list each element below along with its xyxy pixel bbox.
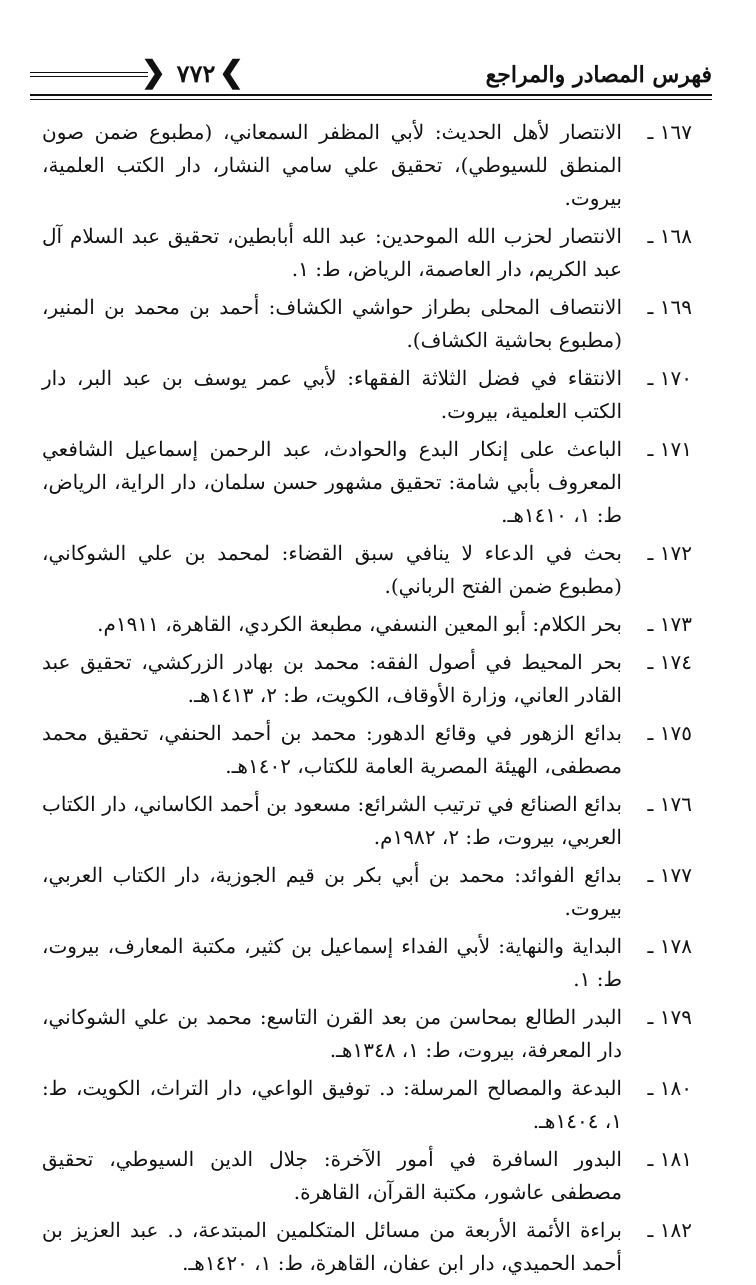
header-rule bbox=[30, 94, 712, 100]
entry-text: البدر الطالع بمحاسن من بعد القرن التاسع: محمد بن علي الشوكاني، دار المعرفة، بيروت، ط: ١، ١٣٤٨هـ. bbox=[42, 1005, 622, 1062]
bibliography-entry bbox=[42, 1001, 692, 1067]
entry-text: بدائع الفوائد: محمد بن أبي بكر بن قيم الجوزية، دار الكتاب العربي، بيروت. bbox=[42, 863, 622, 920]
entry-number: ١٧٥ ـ bbox=[647, 721, 692, 745]
entry-text: البداية والنهاية: لأبي الفداء إسماعيل بن كثير، مكتبة المعارف، بيروت، ط: ١. bbox=[42, 934, 622, 991]
bibliography-entry bbox=[42, 433, 692, 532]
bibliography-entry bbox=[42, 537, 692, 603]
entry-text: الانتصار لأهل الحديث: لأبي المظفر السمعاني، (مطبوع ضمن صون المنطق للسيوطي)، تحقيق علي سامي النشار، دار الكتب العلمية، بيروت. bbox=[42, 120, 622, 210]
entry-text: بدائع الصنائع في ترتيب الشرائع: مسعود بن أحمد الكاساني، دار الكتاب العربي، بيروت، ط: ٢، ١٩٨٢م. bbox=[42, 792, 622, 849]
bibliography-entry bbox=[42, 362, 692, 428]
entry-number: ١٨١ ـ bbox=[647, 1147, 692, 1171]
bibliography-entry bbox=[42, 788, 692, 854]
entry-number: ١٧٧ ـ bbox=[647, 863, 692, 887]
entry-number: ١٧٣ ـ bbox=[647, 612, 692, 636]
page-header bbox=[30, 56, 712, 100]
running-title: فهرس المصادر والمراجع bbox=[485, 62, 712, 88]
entry-text: بحث في الدعاء لا ينافي سبق القضاء: لمحمد بن علي الشوكاني، (مطبوع ضمن الفتح الرباني). bbox=[42, 541, 622, 598]
entry-text: الباعث على إنكار البدع والحوادث، عبد الرحمن إسماعيل الشافعي المعروف بأبي شامة: تحقيق مشهور حسن سلمان، دار الراية، الرياض، ط: ١، ١٤١٠هـ. bbox=[42, 437, 622, 527]
page-number-badge bbox=[140, 55, 244, 90]
entry-number: ١٨٢ ـ bbox=[647, 1218, 692, 1242]
bibliography-entry bbox=[42, 646, 692, 712]
entry-text: بدائع الزهور في وقائع الدهور: محمد بن أحمد الحنفي، تحقيق محمد مصطفى، الهيئة المصرية العامة للكتاب، ١٤٠٢هـ. bbox=[42, 721, 622, 778]
entry-text: الانتقاء في فضل الثلاثة الفقهاء: لأبي عمر يوسف بن عبد البر، دار الكتب العلمية، بيروت. bbox=[42, 366, 622, 423]
entry-number: ١٧٦ ـ bbox=[647, 792, 692, 816]
entry-text: الانتصاف المحلى بطراز حواشي الكشاف: أحمد بن محمد بن المنير، (مطبوع بحاشية الكشاف). bbox=[42, 295, 622, 352]
entry-number: ١٧٩ ـ bbox=[647, 1005, 692, 1029]
entry-number: ١٦٧ ـ bbox=[647, 120, 692, 144]
bibliography-entry bbox=[42, 116, 692, 215]
entry-number: ١٦٨ ـ bbox=[647, 224, 692, 248]
entry-number: ١٧٨ ـ bbox=[647, 934, 692, 958]
entry-number: ١٧٠ ـ bbox=[647, 366, 692, 390]
entry-text: البدور السافرة في أمور الآخرة: جلال الدين السيوطي، تحقيق مصطفى عاشور، مكتبة القرآن، القاهرة. bbox=[42, 1147, 622, 1204]
bibliography-entry bbox=[42, 291, 692, 357]
bibliography-entry bbox=[42, 1143, 692, 1209]
page-number: ٧٧٢ bbox=[176, 58, 216, 88]
entry-text: البدعة والمصالح المرسلة: د. توفيق الواعي، دار التراث، الكويت، ط: ١، ١٤٠٤هـ. bbox=[42, 1076, 622, 1133]
entry-number: ١٧٤ ـ bbox=[647, 650, 692, 674]
entry-number: ١٦٩ ـ bbox=[647, 295, 692, 319]
bibliography-entry bbox=[42, 930, 692, 996]
entry-text: بحر الكلام: أبو المعين النسفي، مطبعة الكردي، القاهرة، ١٩١١م. bbox=[97, 612, 622, 636]
header-ornament-rule bbox=[30, 72, 148, 77]
bracket-right-icon: ❯ bbox=[218, 55, 244, 90]
bibliography-entry bbox=[42, 608, 692, 641]
entry-number: ١٨٠ ـ bbox=[647, 1076, 692, 1100]
bibliography-entry bbox=[42, 1072, 692, 1138]
entry-number: ١٧١ ـ bbox=[647, 437, 692, 461]
bibliography-entry bbox=[42, 717, 692, 783]
entry-text: بحر المحيط في أصول الفقه: محمد بن بهادر الزركشي، تحقيق عبد القادر العاني، وزارة الأوقاف، الكويت، ط: ٢، ١٤١٣هـ. bbox=[42, 650, 622, 707]
entry-number: ١٧٢ ـ bbox=[647, 541, 692, 565]
bibliography-entry bbox=[42, 859, 692, 925]
bibliography-entry bbox=[42, 220, 692, 286]
bibliography-entry bbox=[42, 1214, 692, 1280]
entry-text: الانتصار لحزب الله الموحدين: عبد الله أبابطين، تحقيق عبد السلام آل عبد الكريم، دار العاصمة، الرياض، ط: ١. bbox=[42, 224, 622, 281]
entry-text: براءة الأئمة الأربعة من مسائل المتكلمين المبتدعة، د. عبد العزيز بن أحمد الحميدي، دار ابن عفان، القاهرة، ط: ١، ١٤٢٠هـ. bbox=[42, 1218, 622, 1275]
bracket-left-icon: ❮ bbox=[140, 55, 166, 90]
